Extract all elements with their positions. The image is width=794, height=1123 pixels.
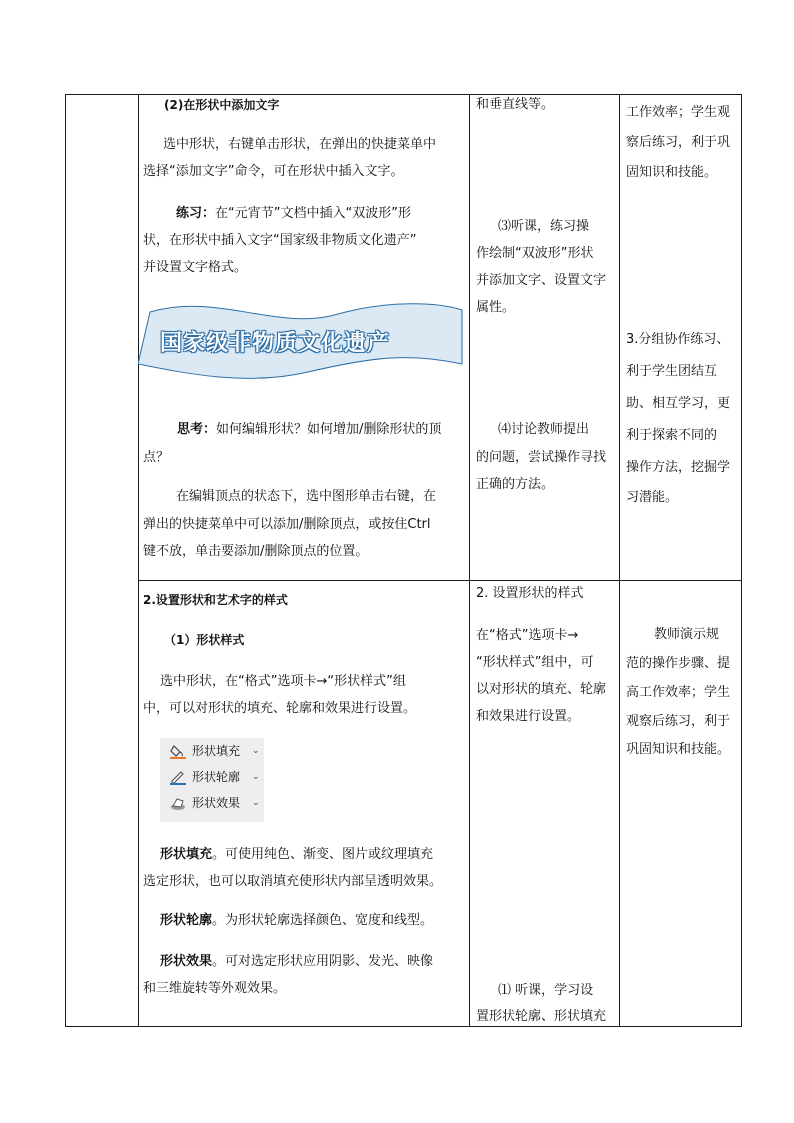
subsection-heading: （1）形状样式 [164,633,245,647]
student-activity-line: 置形状轮廓、形状填充 [476,1009,607,1024]
student-activity-line: 属性。 [476,300,516,315]
design-intent-line: 教师演示规 [654,627,720,642]
ribbon-label: 形状轮廓 [192,770,241,784]
student-activity-line: 作绘制“双波形”形状 [476,246,594,261]
design-intent-line: 助、相互学习，更 [626,396,731,411]
term-text: 。可使用纯色、渐变、图片或纹理填充 [212,847,434,862]
student-activity-line: ⑴ 听课，学习设 [498,983,594,998]
column-divider-1 [138,94,139,1027]
paragraph-line: 键不放，单击要添加/删除顶点的位置。 [143,544,369,559]
table-left-border [65,94,66,1027]
practice-text: 在“元宵节”文档中插入“双波形”形 [215,206,411,221]
chevron-down-icon: ⌄ [252,772,260,782]
section-heading: 2.设置形状和艺术字的样式 [143,593,288,607]
term-text: 。可对选定形状应用阴影、发光、映像 [212,954,434,969]
table-right-border [741,94,742,1027]
wave-shape-text: 国家级非物质文化遗产 [160,331,391,356]
student-activity-line: ⑶听课，练习操 [498,219,590,234]
design-intent-line: 利于学生团结互 [626,364,718,379]
design-intent-line: 固知识和技能。 [626,165,718,180]
design-intent-line: 利于探索不同的 [626,428,718,443]
student-activity-line: 和垂直线等。 [476,97,555,112]
table-bottom-border [65,1026,742,1027]
section-heading: (2)在形状中添加文字 [164,98,280,112]
pencil-outline-icon [170,769,186,785]
paragraph-line: 点？ [143,450,170,465]
think-label: 思考： [177,422,217,437]
student-activity-line: 以对形状的填充、轮廓 [476,682,607,697]
column-divider-2 [469,94,470,1027]
paragraph-line: 选定形状，也可以取消填充使形状内部呈透明效果。 [143,874,443,889]
chevron-down-icon: ⌄ [252,798,260,808]
practice-label: 练习： [176,206,216,221]
paragraph-line: 选中形状，在“格式”选项卡→“形状样式”组 [160,674,406,689]
shape-effects-button[interactable] [166,792,262,814]
shape-styles-ribbon [160,738,264,822]
shape-fill-button[interactable] [166,740,262,762]
design-intent-line: 高工作效率；学生 [626,685,731,700]
paragraph-line: 选择“添加文字”命令，可在形状中插入文字。 [143,164,404,179]
design-intent-line: 观察后练习，利于 [626,714,731,729]
chevron-down-icon: ⌄ [252,746,260,756]
fill-line [160,846,433,864]
term-label: 形状轮廓 [160,913,213,928]
paragraph-line: 并设置文字格式。 [143,260,248,275]
term-label: 形状效果 [160,954,213,969]
practice-line [176,205,411,223]
effects-line [160,953,433,971]
shape-effects-icon [170,795,186,811]
shape-outline-button[interactable] [166,766,262,788]
row-divider [138,580,742,581]
column-divider-3 [619,94,620,1027]
paragraph-line: 中，可以对形状的填充、轮廓和效果进行设置。 [143,701,417,716]
ribbon-label: 形状填充 [192,744,241,758]
outline-line [160,912,433,930]
design-intent-line: 工作效率；学生观 [626,105,731,120]
design-intent-line: 巩固知识和技能。 [626,742,731,757]
think-text: 如何编辑形状？如何增加/删除形状的顶 [216,422,442,437]
student-activity-line: 的问题，尝试操作寻找 [476,450,607,465]
design-intent-line: 范的操作步骤、提 [626,656,731,671]
ribbon-label: 形状效果 [192,796,241,810]
think-line [177,421,441,439]
student-activity-line: 在“格式”选项卡→ [476,628,579,643]
paragraph-line: 状，在形状中插入文字“国家级非物质文化遗产” [143,233,417,248]
term-text: 。为形状轮廓选择颜色、宽度和线型。 [212,913,434,928]
student-activity-line: 并添加文字、设置文字 [476,273,607,288]
term-label: 形状填充 [160,847,213,862]
student-activity-line: 正确的方法。 [476,477,555,492]
student-activity-line: 2. 设置形状的样式 [476,586,584,601]
table-top-border [65,94,742,95]
design-intent-line: 察后练习，利于巩 [626,135,731,150]
design-intent-line: 习潜能。 [626,490,679,505]
paragraph-line: 在编辑顶点的状态下，选中图形单击右键，在 [176,489,437,504]
paragraph-line: 和三维旋转等外观效果。 [143,981,287,996]
paint-bucket-icon [170,743,186,759]
student-activity-line: “形状样式”组中，可 [476,655,594,670]
design-intent-line: 3.分组协作练习、 [626,332,730,347]
design-intent-line: 操作方法，挖掘学 [626,460,731,475]
paragraph-line: 选中形状，右键单击形状，在弹出的快捷菜单中 [163,137,437,152]
paragraph-line: 弹出的快捷菜单中可以添加/删除顶点，或按住Ctrl [143,517,431,532]
student-activity-line: ⑷讨论教师提出 [498,422,590,437]
student-activity-line: 和效果进行设置。 [476,709,581,724]
